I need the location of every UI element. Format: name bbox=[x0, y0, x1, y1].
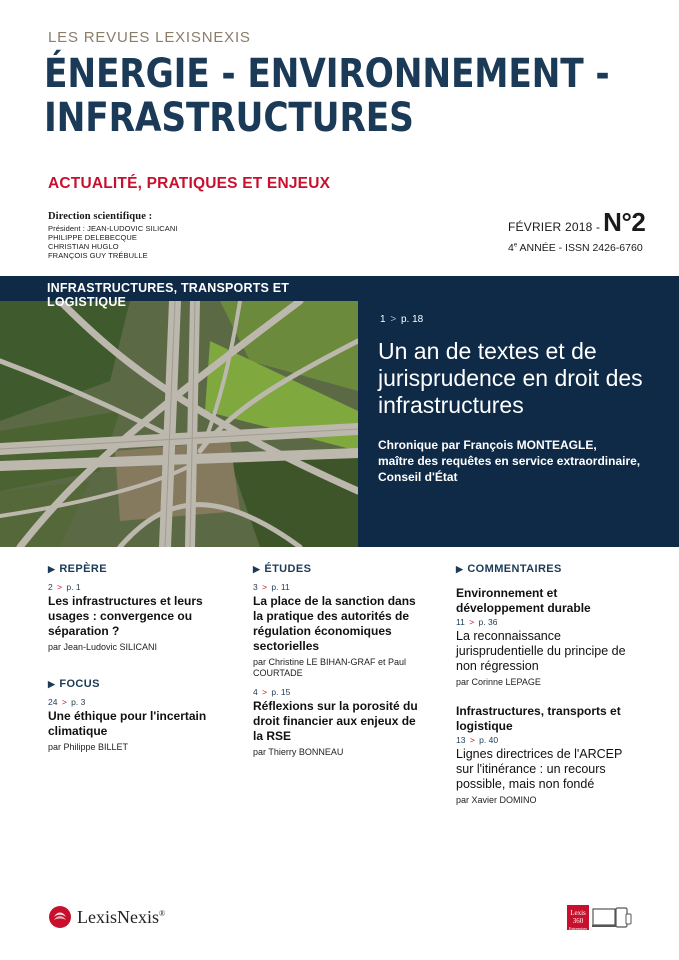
article-title: La reconnaissance jurisprudentielle du principe de non régression bbox=[456, 629, 626, 673]
column-commentaires bbox=[456, 563, 631, 806]
issue-info bbox=[508, 207, 648, 254]
editorial-board-member: CHRISTIAN HUGLO bbox=[48, 242, 119, 251]
triangle-bullet-icon: ▶ bbox=[48, 679, 56, 689]
journal-title-line2: INFRASTRUCTURES bbox=[44, 95, 414, 141]
article-author: par Christine LE BIHAN-GRAF et Paul COURTADE bbox=[253, 657, 407, 678]
editorial-board-member: FRANÇOIS GUY TRÉBULLE bbox=[48, 251, 148, 260]
article-title: La place de la sanction dans la pratique des autorités de régulation économiques sectorielles bbox=[253, 594, 416, 653]
article-page-ref: 4 > p. 15 bbox=[253, 687, 291, 697]
feature-page-ref: 1 > p. 18 bbox=[380, 314, 424, 325]
article-page-ref: 3 > p. 11 bbox=[253, 582, 290, 592]
feature-band bbox=[0, 276, 679, 547]
article-title: Les infrastructures et leurs usages : convergence ou séparation ? bbox=[48, 594, 203, 638]
article-page-ref: 13 > p. 40 bbox=[456, 735, 499, 745]
article-title: Une éthique pour l'incertain climatique bbox=[48, 709, 207, 738]
issue-year-issn: 4e ANNÉE - ISSN 2426-6760 bbox=[508, 242, 643, 254]
highway-interchange-photo bbox=[0, 301, 358, 547]
issue-number: N°2 bbox=[603, 207, 646, 237]
article-page-ref: 11 > p. 36 bbox=[456, 617, 498, 627]
journal-title-line1: ÉNERGIE - ENVIRONNEMENT - bbox=[44, 51, 610, 97]
devices-icon bbox=[592, 905, 632, 933]
feature-author: Chronique par François MONTEAGLE, maître des requêtes en service extraordinaire, Conseil d'État bbox=[378, 438, 641, 484]
article-author: par Philippe BILLET bbox=[48, 742, 129, 752]
journal-subtitle: ACTUALITÉ, PRATIQUES ET ENJEUX bbox=[48, 175, 331, 192]
section-heading-etudes: ▶ ÉTUDES bbox=[253, 563, 312, 575]
column-repere-focus bbox=[48, 563, 228, 753]
triangle-bullet-icon: ▶ bbox=[253, 564, 261, 574]
article-author: par Xavier DOMINO bbox=[456, 795, 537, 805]
lexis360-badge: Lexis 360 Entreprises bbox=[567, 905, 589, 930]
feature-title: Un an de textes et de jurisprudence en droit des infrastructures bbox=[378, 338, 643, 418]
triangle-bullet-icon: ▶ bbox=[456, 564, 464, 574]
column-etudes bbox=[253, 563, 423, 758]
article-author: par Jean-Ludovic SILICANI bbox=[48, 642, 158, 652]
journal-title bbox=[44, 51, 610, 141]
lexisnexis-emblem-icon bbox=[48, 905, 72, 929]
feature-text-panel bbox=[360, 276, 679, 547]
article-title: Lignes directrices de l'ARCEP sur l'itinérance : un recours possible, mais non fondé bbox=[456, 747, 623, 791]
section-heading-repere: ▶ REPÈRE bbox=[48, 563, 107, 575]
article-author: par Thierry BONNEAU bbox=[253, 747, 344, 757]
lexisnexis-logo bbox=[48, 905, 165, 929]
editorial-board bbox=[48, 212, 178, 260]
editorial-board-heading: Direction scientifique : bbox=[48, 211, 153, 222]
article-author: par Corinne LEPAGE bbox=[456, 677, 541, 687]
editorial-board-member: Président : JEAN-LUDOVIC SILICANI bbox=[48, 224, 178, 233]
section-heading-focus: ▶ FOCUS bbox=[48, 678, 100, 690]
section-heading-commentaires: ▶ COMMENTAIRES bbox=[456, 563, 562, 575]
triangle-bullet-icon: ▶ bbox=[48, 564, 56, 574]
article-page-ref: 24 > p. 3 bbox=[48, 697, 86, 707]
editorial-board-member: PHILIPPE DELEBECQUE bbox=[48, 233, 138, 242]
lexis360-badge-group bbox=[567, 905, 632, 933]
rubric-heading: Infrastructures, transports et logistique bbox=[456, 704, 621, 733]
section-label-infrastructures: INFRASTRUCTURES, TRANSPORTS ET LOGISTIQUE bbox=[0, 276, 358, 301]
rubric-heading: Environnement et développement durable bbox=[456, 586, 591, 615]
publisher-name: LexisNexis® bbox=[77, 906, 166, 927]
issue-date: FÉVRIER 2018 - bbox=[508, 220, 601, 234]
article-page-ref: 2 > p. 1 bbox=[48, 582, 81, 592]
series-name: LES REVUES LEXISNEXIS bbox=[48, 29, 251, 46]
article-title: Réflexions sur la porosité du droit financier aux enjeux de la RSE bbox=[253, 699, 418, 743]
